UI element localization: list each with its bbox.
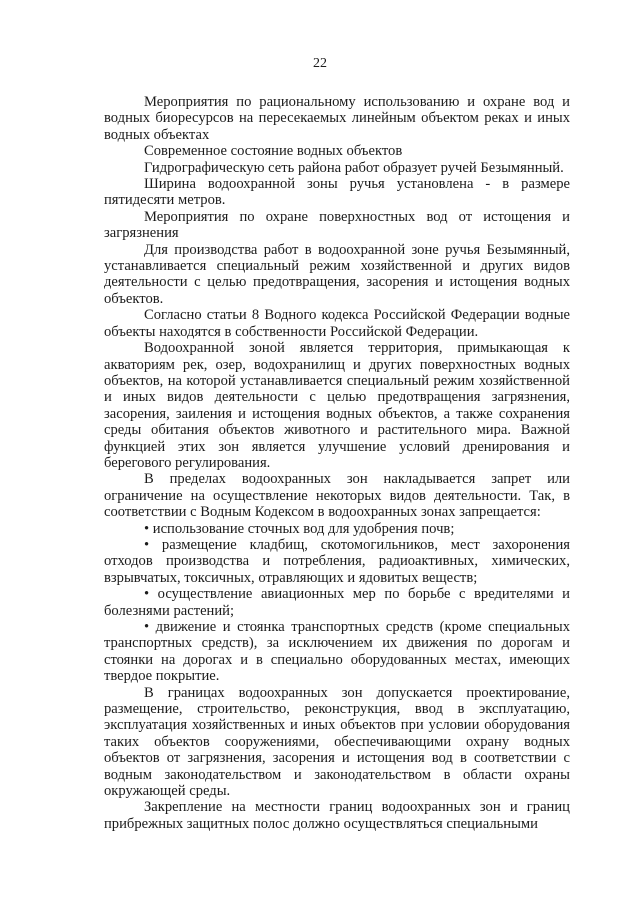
list-item-cemeteries-waste: • размещение кладбищ, скотомогильников, мест захоронения отходов производства и потребления, радиоактивных, химических, взрывчатых, токсичных, отравляющих и ядовитых веществ; [104,536,570,586]
paragraph-hydrographic-network: Гидрографическую сеть района работ образует ручей Безымянный. [144,159,564,176]
document-body [104,94,570,832]
page-number: 22 [313,56,327,71]
subheading-surface-water-protection: Мероприятия по охране поверхностных вод от истощения и загрязнения [104,208,570,242]
subheading-current-state: Современное состояние водных объектов [144,143,403,160]
paragraph-permitted-activities: В границах водоохранных зон допускается проектирование, размещение, строительство, реконструкция, ввод в эксплуатацию, эксплуатация хозяйственных и иных объектов при условии оборудования таких объектов сооружениями, обеспечивающими охрану водных объектов от загрязнения, засорения и истощения вод в соответствии с водным законодательством и законодательством в области охраны окружающей среды. [104,684,570,800]
list-item-wastewater: • использование сточных вод для удобрения почв; [144,520,455,537]
paragraph-zone-width: Ширина водоохранной зоны ручья установлена - в размере пятидесяти метров. [104,176,570,209]
paragraph-special-regime: Для производства работ в водоохранной зоне ручья Безымянный, устанавливается специальный режим хозяйственной и других видов деятельности с целью предотвращения, засорения и истощения водных объектов. [104,241,570,307]
paragraph-boundary-marking: Закрепление на местности границ водоохранных зон и границ прибрежных защитных полос должно осуществляться специальными [104,799,570,832]
section-heading-water-protection: Мероприятия по рациональному использованию и охране вод и водных биоресурсов на пересекаемых линейным объектом реках и иных водных объектах [104,94,570,143]
paragraph-water-code-article: Согласно статьи 8 Водного кодекса Российской Федерации водные объекты находятся в собственности Российской Федерации. [104,307,570,340]
paragraph-zone-definition: Водоохранной зоной является территория, примыкающая к акваториям рек, озер, водохранилищ и других поверхностных водных объектов, на которой устанавливается специальный режим хозяйственной и иных видов деятельности с целью предотвращения загрязнения, засорения, заиления и истощения водных объектов, а также сохранения среды обитания объектов животного и растительного мира. Важной функцией этих зон является улучшение условий дренирования и берегового регулирования. [104,340,570,471]
list-item-vehicle-traffic: • движение и стоянка транспортных средств (кроме специальных транспортных средств), за исключением их движения по дорогам и стоянки на дорогах и в специально оборудованных местах, имеющих твердое покрытие. [104,619,570,685]
paragraph-restrictions-intro: В пределах водоохранных зон накладывается запрет или ограничение на осуществление некоторых видов деятельности. Так, в соответствии с Водным Кодексом в водоохранных зонах запрещается: [104,471,570,521]
list-item-aviation-pest-control: • осуществление авиационных мер по борьбе с вредителями и болезнями растений; [104,586,570,619]
